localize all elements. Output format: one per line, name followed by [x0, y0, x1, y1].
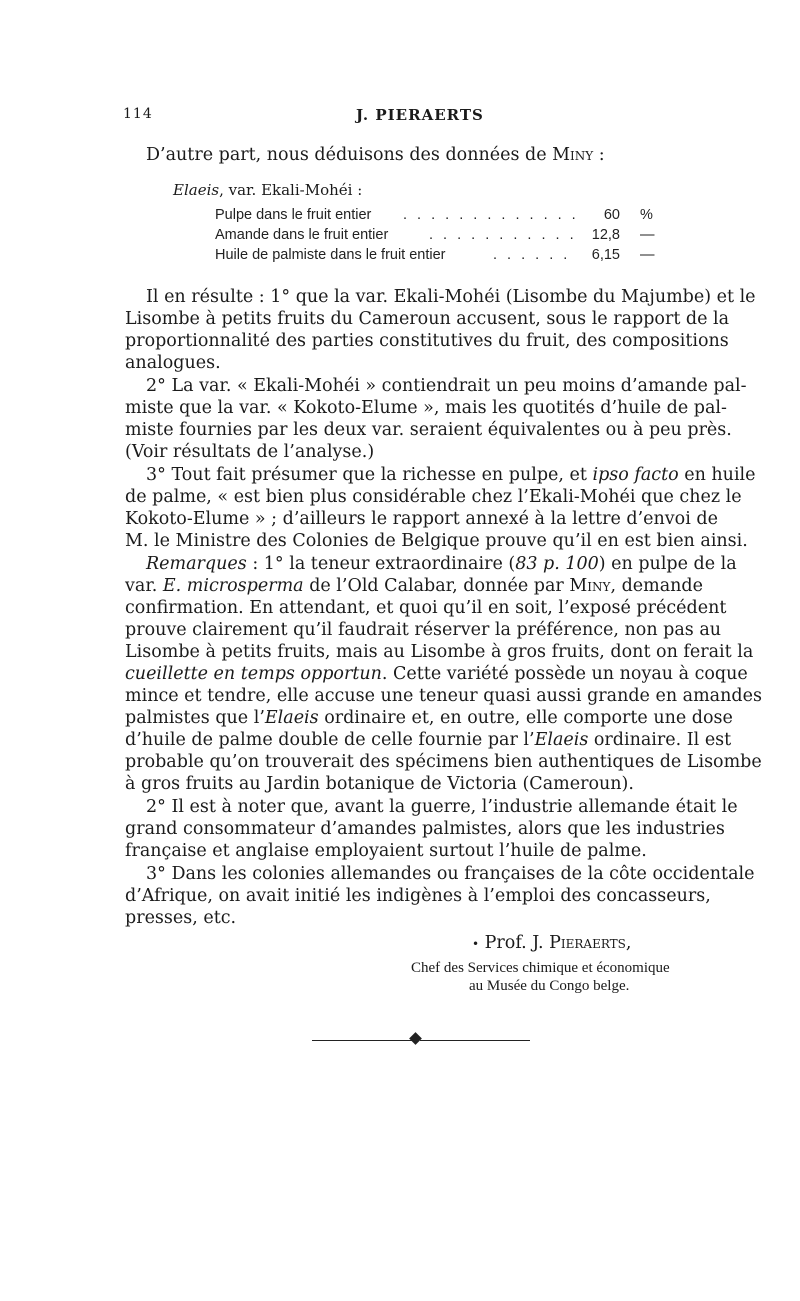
text-span: : 1° la teneur extraordinaire (: [246, 554, 516, 574]
text-line: de palme, « est bien plus considérable chez l’Ekali-Mohéi que chez le: [125, 487, 742, 507]
variety-name: , var. Ekali-Mohéi :: [219, 181, 363, 199]
text-span: palmistes que l’: [125, 708, 265, 728]
table-row: [215, 207, 665, 227]
table-row-value: 60: [603, 207, 620, 223]
text-line: miste que la var. « Kokoto-Elume », mais les quotités d’huile de pal-: [125, 398, 727, 418]
text-line: analogues.: [125, 353, 221, 373]
variety-heading: [173, 181, 362, 199]
table-row-label: Huile de palmiste dans le fruit entier: [215, 247, 446, 263]
table-row-unit: —: [640, 247, 655, 263]
leader-dots: . . . . . .: [493, 247, 571, 263]
text-span: ordinaire. Il est: [588, 730, 732, 750]
text-italic: 83 p. 100: [515, 554, 599, 574]
text-line: [125, 663, 748, 686]
author-name-miny: Miny: [569, 576, 611, 596]
text-span: ordinaire et, en outre, elle comporte une dose: [318, 708, 733, 728]
diamond-ornament-icon: [409, 1032, 422, 1045]
page-number: 114: [123, 106, 153, 122]
text-line: 2° La var. « Ekali-Mohéi » contiendrait un peu moins d’amande pal-: [146, 376, 747, 396]
text-italic: cueillette en temps opportun: [125, 664, 382, 684]
text-line: [125, 575, 703, 598]
text-line: Lisombe à petits fruits du Cameroun accusent, sous le rapport de la: [125, 309, 730, 329]
signature-comma: ,: [625, 933, 632, 953]
leader-dots: . . . . . . . . . . .: [429, 227, 577, 243]
text-span: de l’Old Calabar, donnée par: [303, 576, 570, 596]
text-line: 3° Dans les colonies allemandes ou françaises de la côte occidentale: [146, 864, 755, 884]
text-line: (Voir résultats de l’analyse.): [125, 442, 375, 462]
table-row-label: Amande dans le fruit entier: [215, 227, 389, 243]
text-span: d’huile de palme double de celle fournie par l’: [125, 730, 535, 750]
text-italic: E. microsperma: [162, 576, 304, 596]
text-line: presses, etc.: [125, 908, 237, 928]
intro-colon: :: [593, 145, 605, 165]
table-row: [215, 247, 665, 267]
text-span: , demande: [610, 576, 703, 596]
text-line: Kokoto-Elume » ; d’ailleurs le rapport annexé à la lettre d’envoi de: [125, 509, 718, 529]
text-line: [146, 464, 756, 487]
text-italic: Elaeis: [264, 708, 319, 728]
running-header-author: J. PIERAERTS: [356, 106, 484, 124]
text-line: confirmation. En attendant, et quoi qu’il en soit, l’exposé précédent: [125, 598, 727, 618]
text-italic: Remarques: [146, 554, 247, 574]
text-line: miste fournies par les deux var. seraient équivalentes ou à peu près.: [125, 420, 732, 440]
text-line: Lisombe à petits fruits, mais au Lisombe à gros fruits, dont on ferait la: [125, 642, 754, 662]
bullet-icon: •: [472, 937, 480, 951]
author-name-miny: Miny: [552, 145, 594, 165]
signature-name: [472, 933, 631, 953]
intro-sentence: [146, 144, 605, 167]
text-line: [125, 707, 733, 730]
leader-dots: . . . . . . . . . . . . .: [403, 207, 579, 223]
text-line: d’Afrique, on avait initié les indigènes à l’emploi des concasseurs,: [125, 886, 711, 906]
text-span: var.: [125, 576, 163, 596]
table-row: [215, 227, 665, 247]
text-italic: Elaeis: [534, 730, 589, 750]
table-row-unit: —: [640, 227, 655, 243]
table-row-unit: %: [640, 207, 653, 223]
text-line: française et anglaise employaient surtout l’huile de palme.: [125, 841, 647, 861]
signature-title-line-2: au Musée du Congo belge.: [469, 978, 630, 994]
signature-prefix: Prof. J.: [484, 933, 550, 953]
text-span: . Cette variété possède un noyau à coque: [381, 664, 748, 684]
text-line: mince et tendre, elle accuse une teneur quasi aussi grande en amandes: [125, 686, 762, 706]
ornament-rule-left: [312, 1040, 412, 1041]
text-line: Il en résulte : 1° que la var. Ekali-Mohéi (Lisombe du Majumbe) et le: [146, 287, 756, 307]
text-line: prouve clairement qu’il faudrait réserver la préférence, non pas au: [125, 620, 722, 640]
signature-surname: Pieraerts: [549, 933, 626, 953]
text-span: en huile: [678, 465, 756, 485]
text-line: à gros fruits au Jardin botanique de Victoria (Cameroun).: [125, 774, 634, 794]
text-line: grand consommateur d’amandes palmistes, alors que les industries: [125, 819, 725, 839]
text-line: proportionnalité des parties constitutives du fruit, des compositions: [125, 331, 729, 351]
variety-genus: Elaeis: [173, 181, 220, 199]
table-row-label: Pulpe dans le fruit entier: [215, 207, 372, 223]
text-line: [146, 553, 737, 576]
text-italic: ipso facto: [592, 465, 679, 485]
text-line: [125, 729, 731, 752]
text-span: ) en pulpe de la: [598, 554, 737, 574]
text-line: 2° Il est à noter que, avant la guerre, l’industrie allemande était le: [146, 797, 738, 817]
table-row-value: 6,15: [591, 247, 620, 263]
table-row-value: 12,8: [591, 227, 620, 243]
text-line: M. le Ministre des Colonies de Belgique prouve qu’il en est bien ainsi.: [125, 531, 748, 551]
intro-text: D’autre part, nous déduisons des données de: [146, 145, 553, 165]
ornament-rule-right: [420, 1040, 530, 1041]
text-span: 3° Tout fait présumer que la richesse en pulpe, et: [146, 465, 593, 485]
signature-title-line-1: Chef des Services chimique et économique: [411, 960, 670, 976]
text-line: probable qu’on trouverait des spécimens bien authentiques de Lisombe: [125, 752, 762, 772]
